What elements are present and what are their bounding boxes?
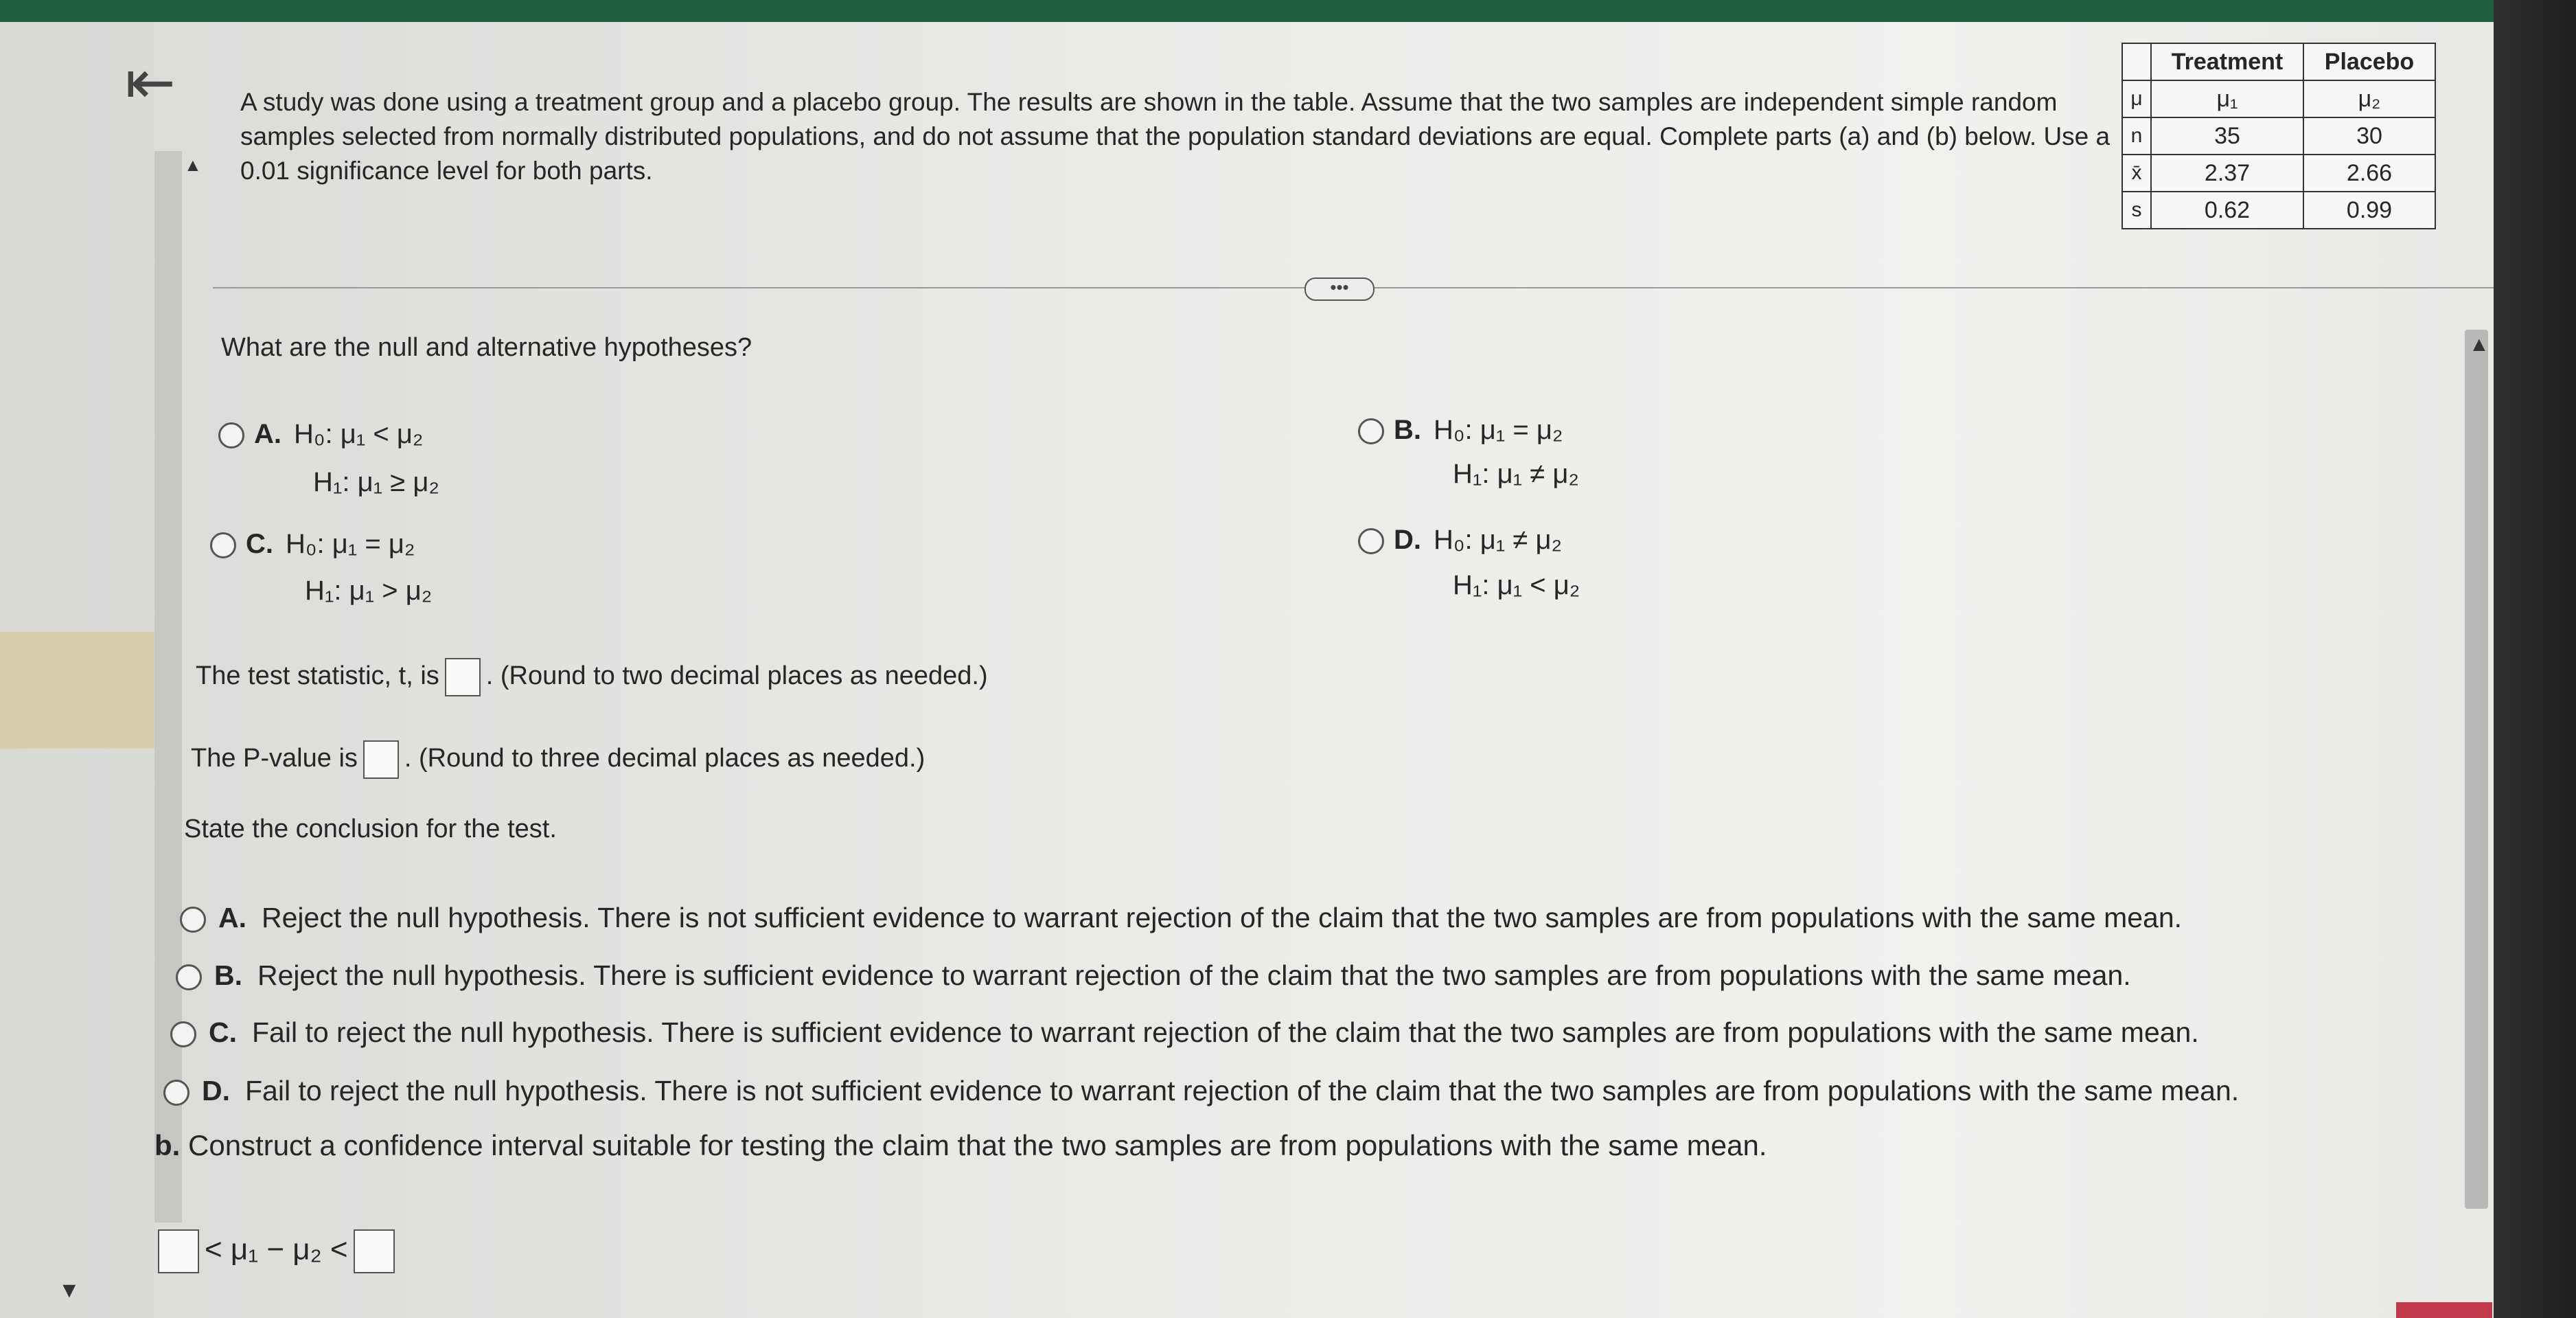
treatment-cell: μ₁ [2151, 80, 2303, 117]
option-text: Reject the null hypothesis. There is sufficient evidence to warrant rejection of the claim that the two samples are from populations with the same mean. [257, 959, 2131, 991]
window-top-bar [0, 0, 2576, 22]
hypothesis-option-c[interactable] [210, 522, 433, 606]
option-letter: A. [254, 419, 281, 449]
part-b-prompt [154, 1129, 1767, 1162]
row-label: s [2122, 192, 2151, 229]
problem-intro: A study was done using a treatment group and a placebo group. The results are shown in the table. Assume that the two samples are independent simple random samples selected from normally distributed populations, and do not assume that the population standard deviations are equal. Complete parts (a) and (b) below. Use a 0.01 significance level for both parts. [240, 88, 2111, 185]
scroll-up-arrow-icon[interactable]: ▲ [2469, 333, 2489, 356]
row-label: x̄ [2122, 155, 2151, 192]
ci-expression: < μ₁ − μ₂ < [205, 1232, 348, 1266]
ci-upper-input[interactable] [354, 1229, 395, 1273]
placebo-cell: 2.66 [2303, 155, 2435, 192]
option-h1: H₁: μ₁ > μ₂ [305, 576, 433, 606]
test-statistic-prefix: The test statistic, t, is [196, 661, 439, 691]
radio-button[interactable] [176, 964, 202, 990]
p-value-line [191, 740, 925, 779]
option-h1: H₁: μ₁ ≥ μ₂ [313, 467, 439, 497]
radio-button[interactable] [210, 532, 236, 558]
table-header-row [2122, 43, 2435, 80]
radio-button[interactable] [1358, 528, 1384, 554]
treatment-cell: 0.62 [2151, 192, 2303, 229]
radio-button[interactable] [1358, 418, 1384, 444]
hypothesis-option-a[interactable] [218, 412, 439, 497]
table-row [2122, 192, 2435, 229]
treatment-cell: 35 [2151, 117, 2303, 155]
conclusion-question: State the conclusion for the test. [184, 815, 557, 843]
table-row [2122, 117, 2435, 155]
left-scrollbar[interactable] [154, 151, 182, 1223]
radio-button[interactable] [180, 907, 206, 933]
option-text: Fail to reject the null hypothesis. There is sufficient evidence to warrant rejection of the claim that the two samples are from populations with the same mean. [252, 1016, 2199, 1048]
radio-button[interactable] [163, 1080, 189, 1106]
table-header-cell [2122, 43, 2151, 80]
conclusion-option-b[interactable] [176, 956, 2131, 995]
option-letter: B. [214, 959, 242, 991]
scroll-up-arrow-icon[interactable]: ▲ [184, 155, 202, 175]
hypothesis-option-b[interactable] [1358, 408, 1579, 489]
test-statistic-suffix: . (Round to two decimal places as needed.) [485, 661, 988, 691]
back-to-start-icon[interactable]: ⇤ [125, 48, 176, 116]
option-text: Fail to reject the null hypothesis. There is not sufficient evidence to warrant rejection of the claim that the two samples are from populations with the same mean. [245, 1075, 2240, 1106]
row-label: μ [2122, 80, 2151, 117]
p-value-input[interactable] [363, 740, 399, 779]
option-h0: H₀: μ₁ = μ₂ [1434, 415, 1563, 445]
right-scrollbar[interactable] [2465, 330, 2488, 1209]
expand-button[interactable]: ••• [1304, 277, 1375, 301]
table-row [2122, 155, 2435, 192]
option-h0: H₀: μ₁ = μ₂ [286, 529, 415, 559]
part-b-label: b. [154, 1129, 181, 1161]
option-letter: D. [202, 1075, 230, 1106]
option-letter: A. [218, 902, 246, 933]
side-tab [0, 632, 158, 749]
table-header-treatment: Treatment [2151, 43, 2303, 80]
table-row [2122, 80, 2435, 117]
scroll-down-arrow-icon[interactable]: ▼ [58, 1277, 80, 1302]
ci-lower-input[interactable] [158, 1229, 199, 1273]
option-letter: C. [246, 529, 273, 559]
bottom-tab [2396, 1302, 2492, 1318]
placebo-cell: 0.99 [2303, 192, 2435, 229]
part-b-text: Construct a confidence interval suitable for testing the claim that the two samples are from populations with the same mean. [188, 1129, 1767, 1161]
conclusion-option-c[interactable] [170, 1013, 2199, 1052]
option-letter: D. [1394, 525, 1421, 555]
hypothesis-option-d[interactable] [1358, 518, 1580, 600]
hypotheses-question: What are the null and alternative hypotheses? [221, 333, 752, 362]
option-letter: B. [1394, 415, 1421, 445]
conclusion-option-a[interactable] [180, 898, 2182, 937]
option-text: Reject the null hypothesis. There is not sufficient evidence to warrant rejection of the claim that the two samples are from populations with the same mean. [262, 902, 2183, 933]
radio-button[interactable] [218, 422, 244, 448]
placebo-cell: μ₂ [2303, 80, 2435, 117]
radio-button[interactable] [170, 1021, 196, 1047]
option-h1: H₁: μ₁ ≠ μ₂ [1453, 459, 1579, 489]
p-value-prefix: The P-value is [191, 744, 358, 773]
p-value-suffix: . (Round to three decimal places as needed.) [404, 744, 925, 773]
option-h0: H₀: μ₁ < μ₂ [294, 419, 424, 449]
treatment-cell: 2.37 [2151, 155, 2303, 192]
test-statistic-input[interactable] [445, 658, 481, 696]
confidence-interval-line [152, 1229, 400, 1273]
conclusion-option-d[interactable] [163, 1071, 2239, 1110]
data-table [2121, 43, 2436, 229]
option-letter: C. [209, 1016, 237, 1048]
test-statistic-line [196, 658, 988, 696]
option-h0: H₀: μ₁ ≠ μ₂ [1434, 525, 1563, 555]
placebo-cell: 30 [2303, 117, 2435, 155]
row-label: n [2122, 117, 2151, 155]
table-header-placebo: Placebo [2303, 43, 2435, 80]
option-h1: H₁: μ₁ < μ₂ [1453, 570, 1580, 600]
screen-bezel [2494, 0, 2576, 1318]
